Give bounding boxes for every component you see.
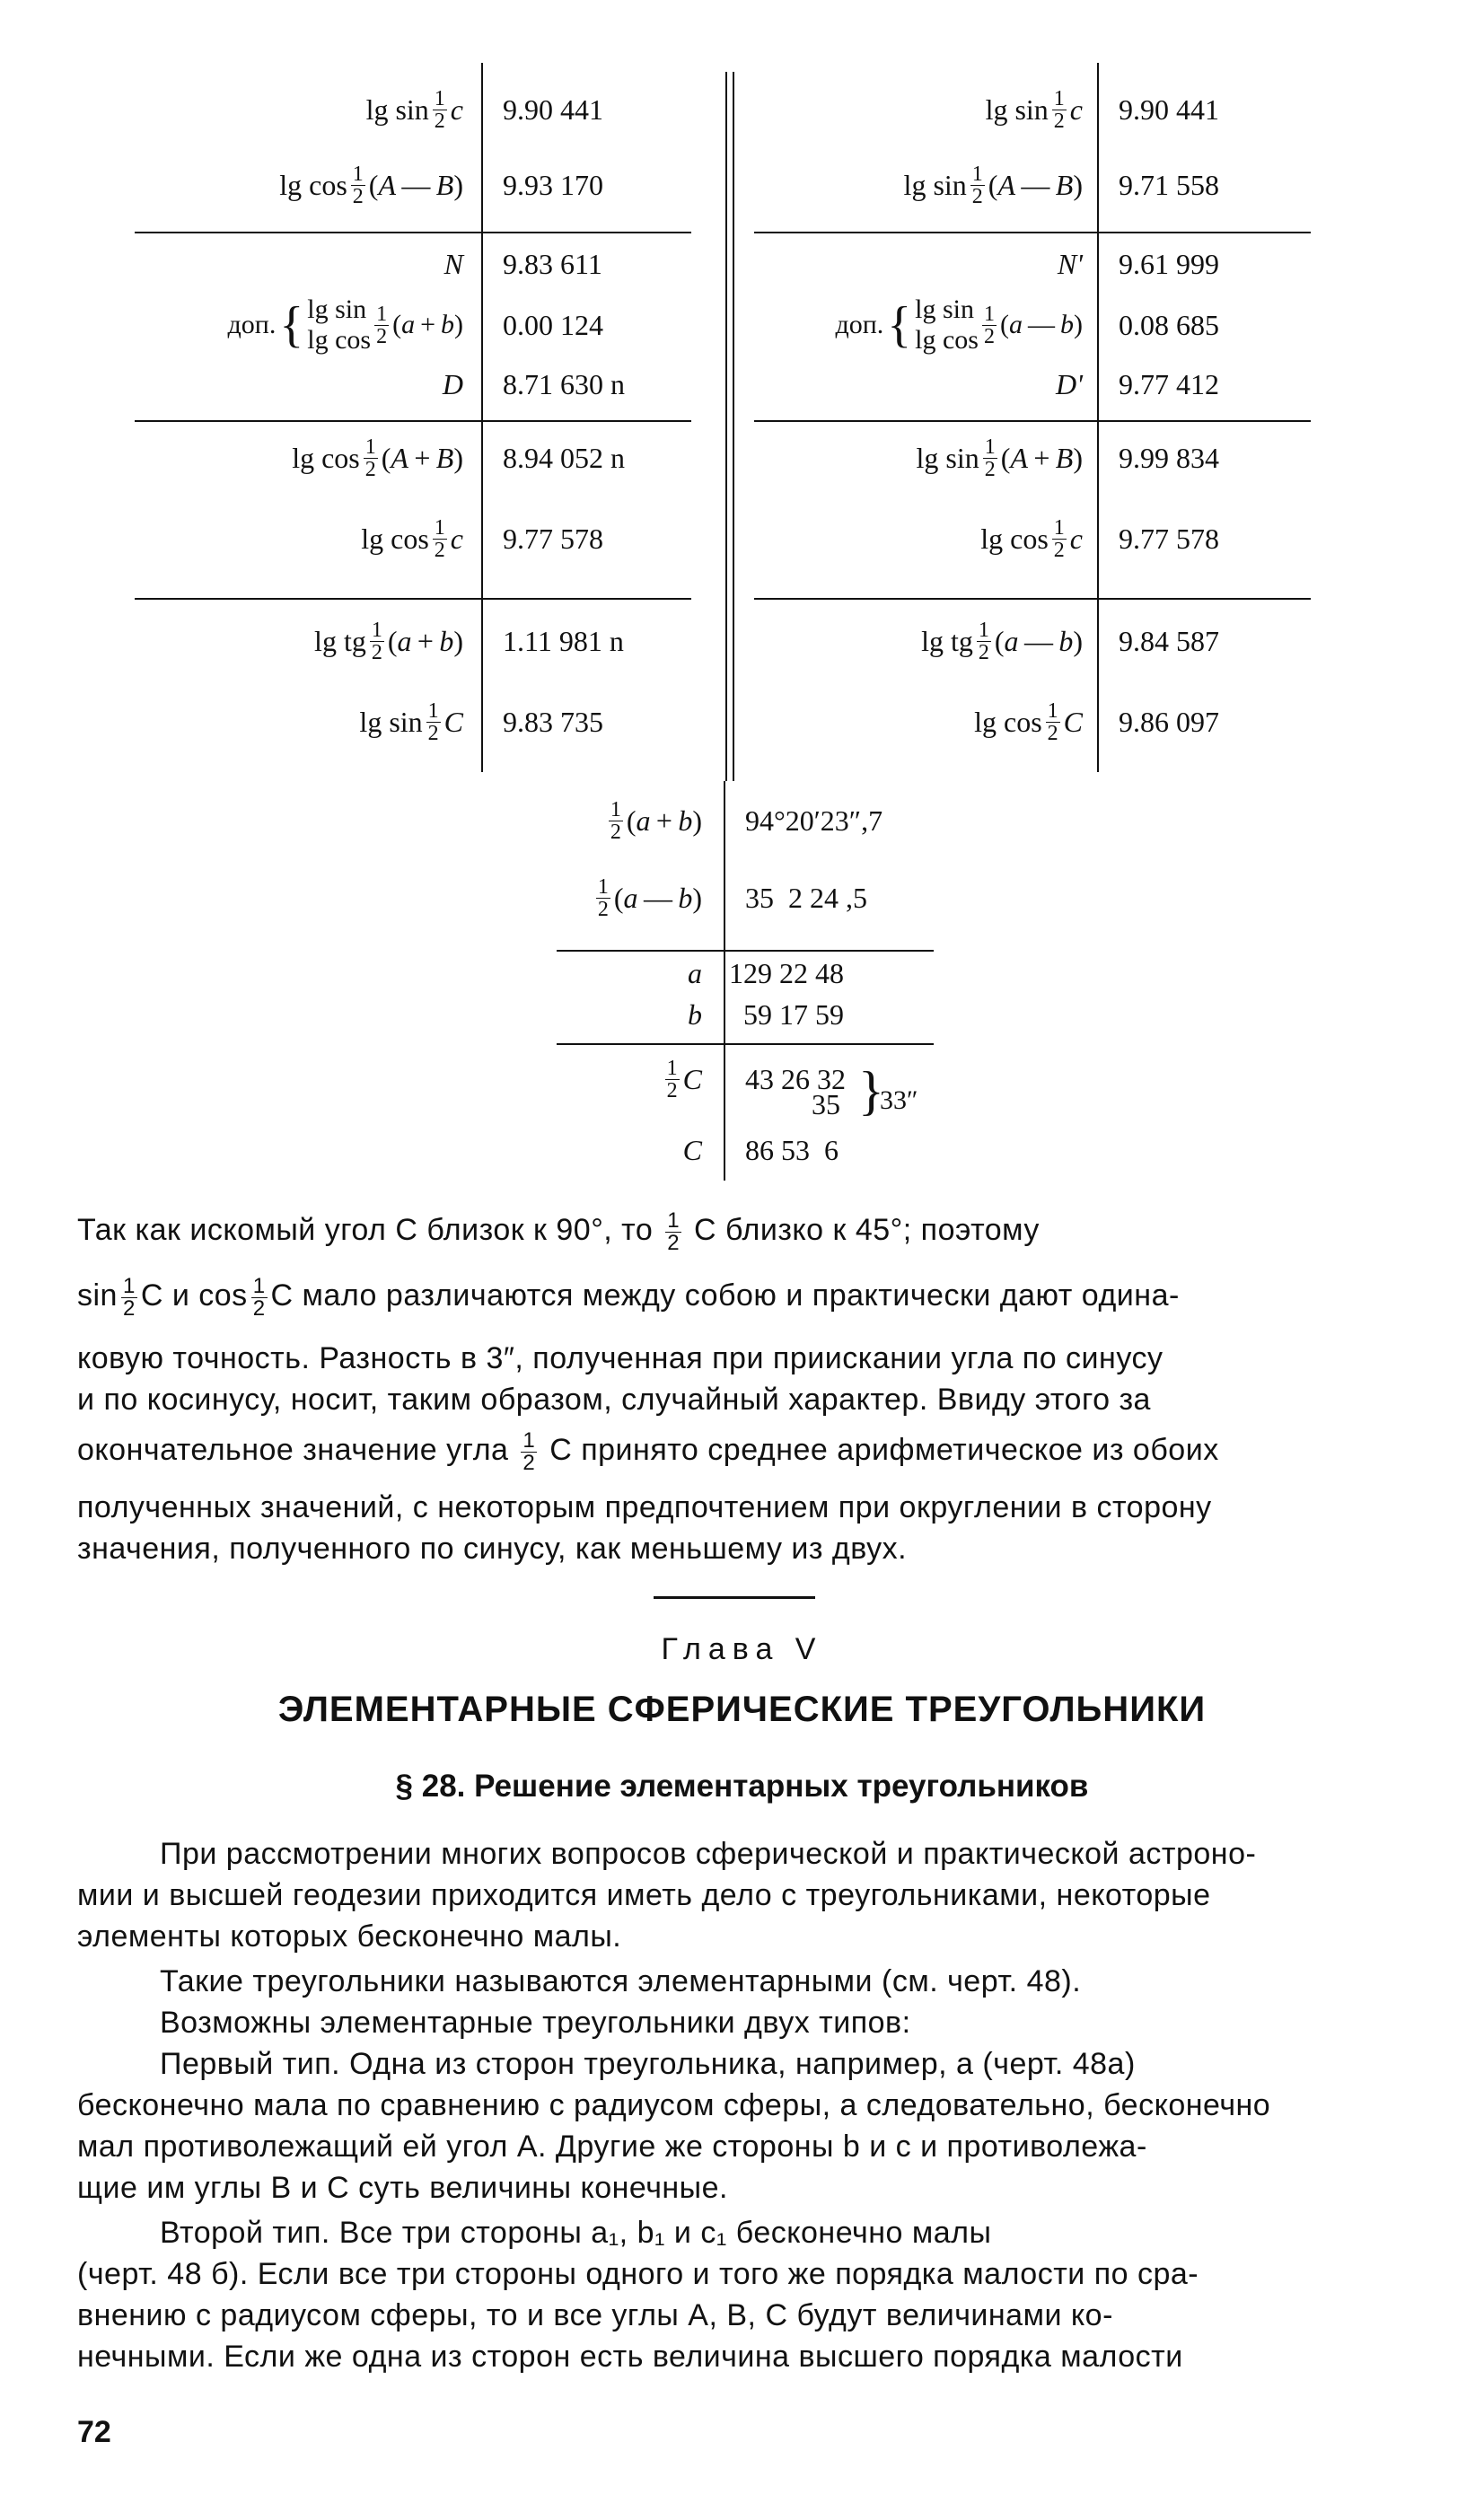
table-row — [126, 695, 700, 749]
row-label: b — [688, 997, 702, 1031]
table-row — [126, 83, 700, 136]
paragraph-line: Так как искомый угол C близок к 90°, то $\frac{1}{2}$ C близко к 45°; поэтому — [77, 1207, 1040, 1255]
row-value: 8.71 630 n — [503, 367, 625, 400]
row-label: lg cos $\frac{1}{2}$ c — [980, 515, 1083, 562]
row-label: lg sin $\frac{1}{2}$ c — [985, 86, 1083, 133]
paragraph-line: элементы которых бесконечно малы. — [77, 1919, 622, 1954]
row-value: 129 22 48 — [729, 956, 844, 989]
section-heading: § 28. Решение элементарных треугольников — [395, 1769, 1089, 1804]
table-row — [126, 158, 700, 212]
row-label: доп. { lg sin lg cos $\frac{1}{2}$ ( a — b ) — [835, 294, 1083, 355]
paragraph-line: ковую точность. Разность в 3″, полученная при приискании угла по синусу — [77, 1341, 1163, 1375]
row-value: 9.90 441 — [1119, 92, 1219, 126]
paragraph-line: sin $\frac{1}{2}$ C и cos $\frac{1}{2}$ C мало различаются между собою и практически дают одина- — [77, 1273, 1180, 1321]
row-value: 0.08 685 — [1119, 308, 1219, 341]
row-value: 43 26 32 — [745, 1062, 846, 1095]
paragraph-line: (черт. 48 б). Если все три стороны одного и того же порядка малости по сра- — [77, 2257, 1199, 2291]
table-row — [745, 431, 1320, 485]
row-value: 35 2 24 ,5 — [745, 881, 867, 914]
chapter-title: ЭЛЕМЕНТАРНЫЕ СФЕРИЧЕСКИЕ ТРЕУГОЛЬНИКИ — [277, 1690, 1207, 1729]
row-value: 0.00 124 — [503, 308, 603, 341]
table-row — [126, 294, 700, 355]
row-value: 86 53 6 — [745, 1133, 839, 1166]
paragraph-line: значения, полученного по синусу, как меньшему из двух. — [77, 1532, 908, 1566]
row-label: N — [443, 247, 463, 280]
table-row — [745, 83, 1320, 136]
right-log-table — [745, 63, 1320, 781]
row-value: 9.86 097 — [1119, 705, 1219, 738]
table-row — [557, 1128, 934, 1172]
row-value: 9.61 999 — [1119, 247, 1219, 280]
column-divider — [733, 72, 734, 781]
paragraph-line: мии и высшей геодезии приходится иметь дело с треугольниками, некоторые — [77, 1878, 1211, 1912]
row-label: lg tg $\frac{1}{2}$ ( a — b ) — [921, 618, 1083, 664]
paragraph-line: Второй тип. Все три стороны a₁, b₁ и c₁ бесконечно малы — [160, 2216, 992, 2250]
table-row — [745, 695, 1320, 749]
row-label: lg sin $\frac{1}{2}$ ( A — B ) — [903, 162, 1083, 208]
paragraph-line: окончательное значение угла $\frac{1}{2}$ C принято среднее арифметическое из обоих — [77, 1427, 1219, 1475]
table-row — [745, 614, 1320, 668]
row-label: lg sin $\frac{1}{2}$ ( A + B ) — [916, 435, 1083, 481]
brace-value: 33″ — [880, 1085, 918, 1115]
row-label: $\frac{1}{2}$ ( a + b ) — [610, 797, 702, 844]
paragraph-line: внению с радиусом сферы, то и все углы A, B, C будут величинами ко- — [77, 2298, 1113, 2332]
row-value: 9.71 558 — [1119, 168, 1219, 201]
row-label: lg sin $\frac{1}{2}$ c — [365, 86, 463, 133]
row-label: N' — [1057, 247, 1083, 280]
paragraph-line: Возможны элементарные треугольники двух типов: — [160, 2006, 911, 2040]
row-label: D' — [1056, 367, 1083, 400]
table-row — [557, 953, 934, 993]
chapter-label: Глава V — [661, 1632, 823, 1666]
row-value: 9.99 834 — [1119, 441, 1219, 474]
row-value: 8.94 052 n — [503, 441, 625, 474]
table-row — [126, 357, 700, 411]
paragraph-line: и по косинусу, носит, таким образом, случайный характер. Ввиду этого за — [77, 1383, 1151, 1417]
row-value: 9.84 587 — [1119, 624, 1219, 657]
table-row — [126, 237, 700, 291]
row-label: lg cos $\frac{1}{2}$ ( A — B ) — [279, 162, 463, 208]
table-row — [745, 512, 1320, 566]
row-value: 1.11 981 n — [503, 624, 624, 657]
row-label: lg cos $\frac{1}{2}$ ( A + B ) — [292, 435, 463, 481]
angle-results-table — [557, 781, 934, 1185]
row-label: C — [682, 1133, 702, 1166]
row-value: 9.83 611 — [503, 247, 602, 280]
row-value: 9.90 441 — [503, 92, 603, 126]
row-label: lg tg $\frac{1}{2}$ ( a + b ) — [314, 618, 463, 664]
row-value: 9.83 735 — [503, 705, 603, 738]
paragraph-line: щие им углы B и C суть величины конечные. — [77, 2171, 728, 2205]
paragraph-line: полученных значений, с некоторым предпочтением при округлении в сторону — [77, 1490, 1212, 1524]
row-label: lg sin $\frac{1}{2}$ C — [359, 698, 463, 745]
row-label: $\frac{1}{2}$ ( a — b ) — [597, 874, 702, 921]
table-row — [126, 614, 700, 668]
table-row — [126, 431, 700, 485]
row-label: D — [442, 367, 463, 400]
paragraph-line: Такие треугольники называются элементарными (см. черт. 48). — [160, 1964, 1082, 1998]
left-log-table — [126, 63, 700, 781]
table-row — [557, 995, 934, 1034]
brace: } — [858, 1061, 884, 1120]
row-value: 9.77 578 — [503, 522, 603, 555]
paragraph-line: Первый тип. Одна из сторон треугольника, например, a (черт. 48a) — [160, 2047, 1136, 2081]
table-row — [557, 871, 934, 925]
paragraph-line: бесконечно мала по сравнению с радиусом сферы, а следовательно, бесконечно — [77, 2088, 1271, 2122]
paragraph-line: нечными. Если же одна из сторон есть величина высшего порядка малости — [77, 2340, 1183, 2374]
row-value: 9.77 412 — [1119, 367, 1219, 400]
row-label: lg cos $\frac{1}{2}$ c — [361, 515, 463, 562]
row-value: 9.93 170 — [503, 168, 603, 201]
table-row — [745, 357, 1320, 411]
table-row — [745, 237, 1320, 291]
row-label: lg cos $\frac{1}{2}$ C — [974, 698, 1083, 745]
table-row — [745, 158, 1320, 212]
table-row — [745, 294, 1320, 355]
row-label: доп. { lg sin lg cos $\frac{1}{2}$ ( a + b ) — [227, 294, 463, 355]
table-row — [126, 512, 700, 566]
paragraph-line: При рассмотрении многих вопросов сферической и практической астроно- — [160, 1837, 1257, 1871]
row-value: 35 — [812, 1087, 840, 1120]
row-value: 94°20′23″,7 — [745, 804, 883, 837]
row-value: 59 17 59 — [743, 997, 844, 1031]
table-row — [557, 794, 934, 847]
row-value: 9.77 578 — [1119, 522, 1219, 555]
section-divider — [654, 1596, 815, 1599]
paragraph-line: мал противолежащий ей угол A. Другие же стороны b и c и противолежа- — [77, 2130, 1147, 2164]
page-number: 72 — [77, 2415, 111, 2449]
row-label: $\frac{1}{2}$ C — [666, 1056, 702, 1102]
column-divider — [725, 72, 727, 781]
row-label: a — [688, 956, 702, 989]
